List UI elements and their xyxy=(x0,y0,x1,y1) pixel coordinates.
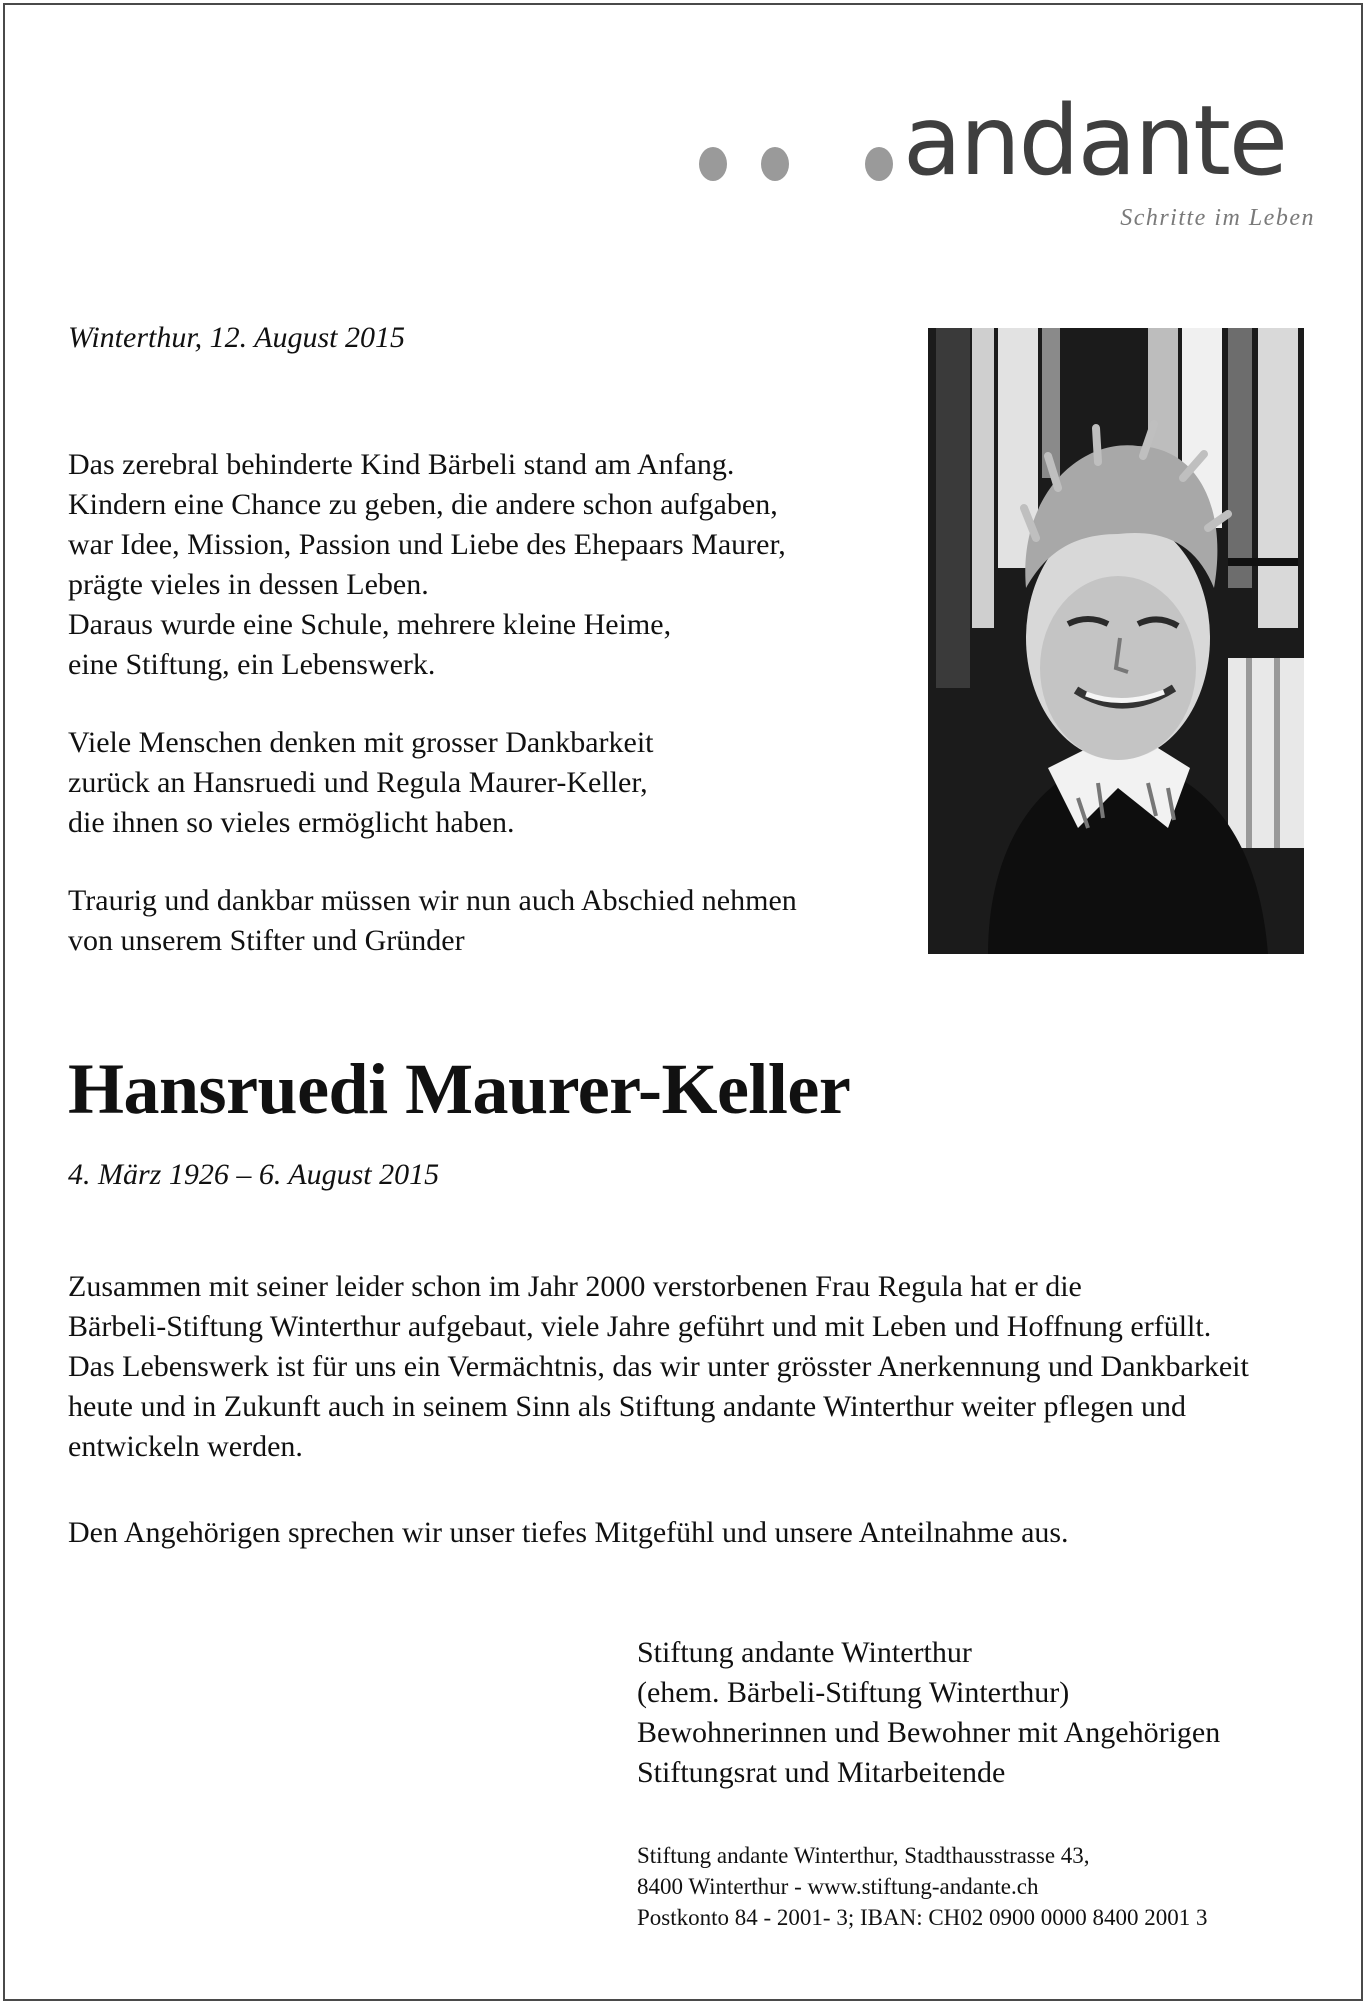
condolence-paragraph xyxy=(68,1513,1069,1553)
text-line: Daraus wurde eine Schule, mehrere kleine Heime, xyxy=(68,608,672,641)
text-line: die ihnen so vieles ermöglicht haben. xyxy=(68,806,515,839)
portrait-photo xyxy=(928,328,1304,954)
text-line: prägte vieles in dessen Leben. xyxy=(68,568,429,601)
text-line: von unserem Stifter und Gründer xyxy=(68,924,465,957)
contact-block xyxy=(637,1840,1208,1933)
contact-line: Postkonto 84 - 2001- 3; IBAN: CH02 0900 0000 8400 2001 3 xyxy=(637,1905,1208,1930)
signature-line: Stiftung andante Winterthur xyxy=(637,1636,972,1669)
text-line: eine Stiftung, ein Lebenswerk. xyxy=(68,648,436,681)
deceased-name: Hansruedi Maurer-Keller xyxy=(68,1049,851,1129)
text-line: heute und in Zukunft auch in seinem Sinn als Stiftung andante Winterthur weiter pflegen und xyxy=(68,1390,1186,1423)
logo-dot-3 xyxy=(865,147,893,181)
logo-dot-1 xyxy=(699,147,727,181)
logo-tagline: Schritte im Leben xyxy=(1120,205,1315,231)
obituary-page xyxy=(3,3,1363,2001)
signature-line: Bewohnerinnen und Bewohner mit Angehörigen xyxy=(637,1716,1221,1749)
farewell-paragraph xyxy=(68,881,797,961)
dateline: Winterthur, 12. August 2015 xyxy=(68,321,405,354)
text-line: Das Lebenswerk ist für uns ein Vermächtnis, das wir unter grösster Anerkennung und Dankbarkeit xyxy=(68,1350,1249,1383)
text-line: Zusammen mit seiner leider schon im Jahr 2000 verstorbenen Frau Regula hat er die xyxy=(68,1270,1082,1303)
text-line: zurück an Hansruedi und Regula Maurer-Keller, xyxy=(68,766,648,799)
text-line: entwickeln werden. xyxy=(68,1430,303,1463)
contact-line: 8400 Winterthur - www.stiftung-andante.ch xyxy=(637,1874,1039,1899)
contact-line: Stiftung andante Winterthur, Stadthausstrasse 43, xyxy=(637,1843,1090,1868)
text-line: war Idee, Mission, Passion und Liebe des Ehepaars Maurer, xyxy=(68,528,786,561)
gratitude-paragraph xyxy=(68,723,654,843)
text-line: Viele Menschen denken mit grosser Dankbarkeit xyxy=(68,726,654,759)
text-line: Den Angehörigen sprechen wir unser tiefes Mitgefühl und unsere Anteilnahme aus. xyxy=(68,1516,1069,1549)
text-line: Kindern eine Chance zu geben, die andere schon aufgaben, xyxy=(68,488,778,521)
andante-logo xyxy=(695,85,1315,243)
text-line: Bärbeli-Stiftung Winterthur aufgebaut, viele Jahre geführt und mit Leben und Hoffnung erfüllt. xyxy=(68,1310,1212,1343)
text-line: Traurig und dankbar müssen wir nun auch Abschied nehmen xyxy=(68,884,797,917)
tribute-paragraph xyxy=(68,1267,1249,1467)
signature-line: (ehem. Bärbeli-Stiftung Winterthur) xyxy=(637,1676,1070,1709)
intro-paragraph xyxy=(68,445,786,685)
signature-block xyxy=(637,1633,1220,1793)
lifespan-dates: 4. März 1926 – 6. August 2015 xyxy=(68,1158,440,1191)
logo-wordmark: andante xyxy=(903,85,1286,197)
signature-line: Stiftungsrat und Mitarbeitende xyxy=(637,1756,1006,1789)
text-line: Das zerebral behinderte Kind Bärbeli stand am Anfang. xyxy=(68,448,735,481)
logo-dot-2 xyxy=(761,147,789,181)
